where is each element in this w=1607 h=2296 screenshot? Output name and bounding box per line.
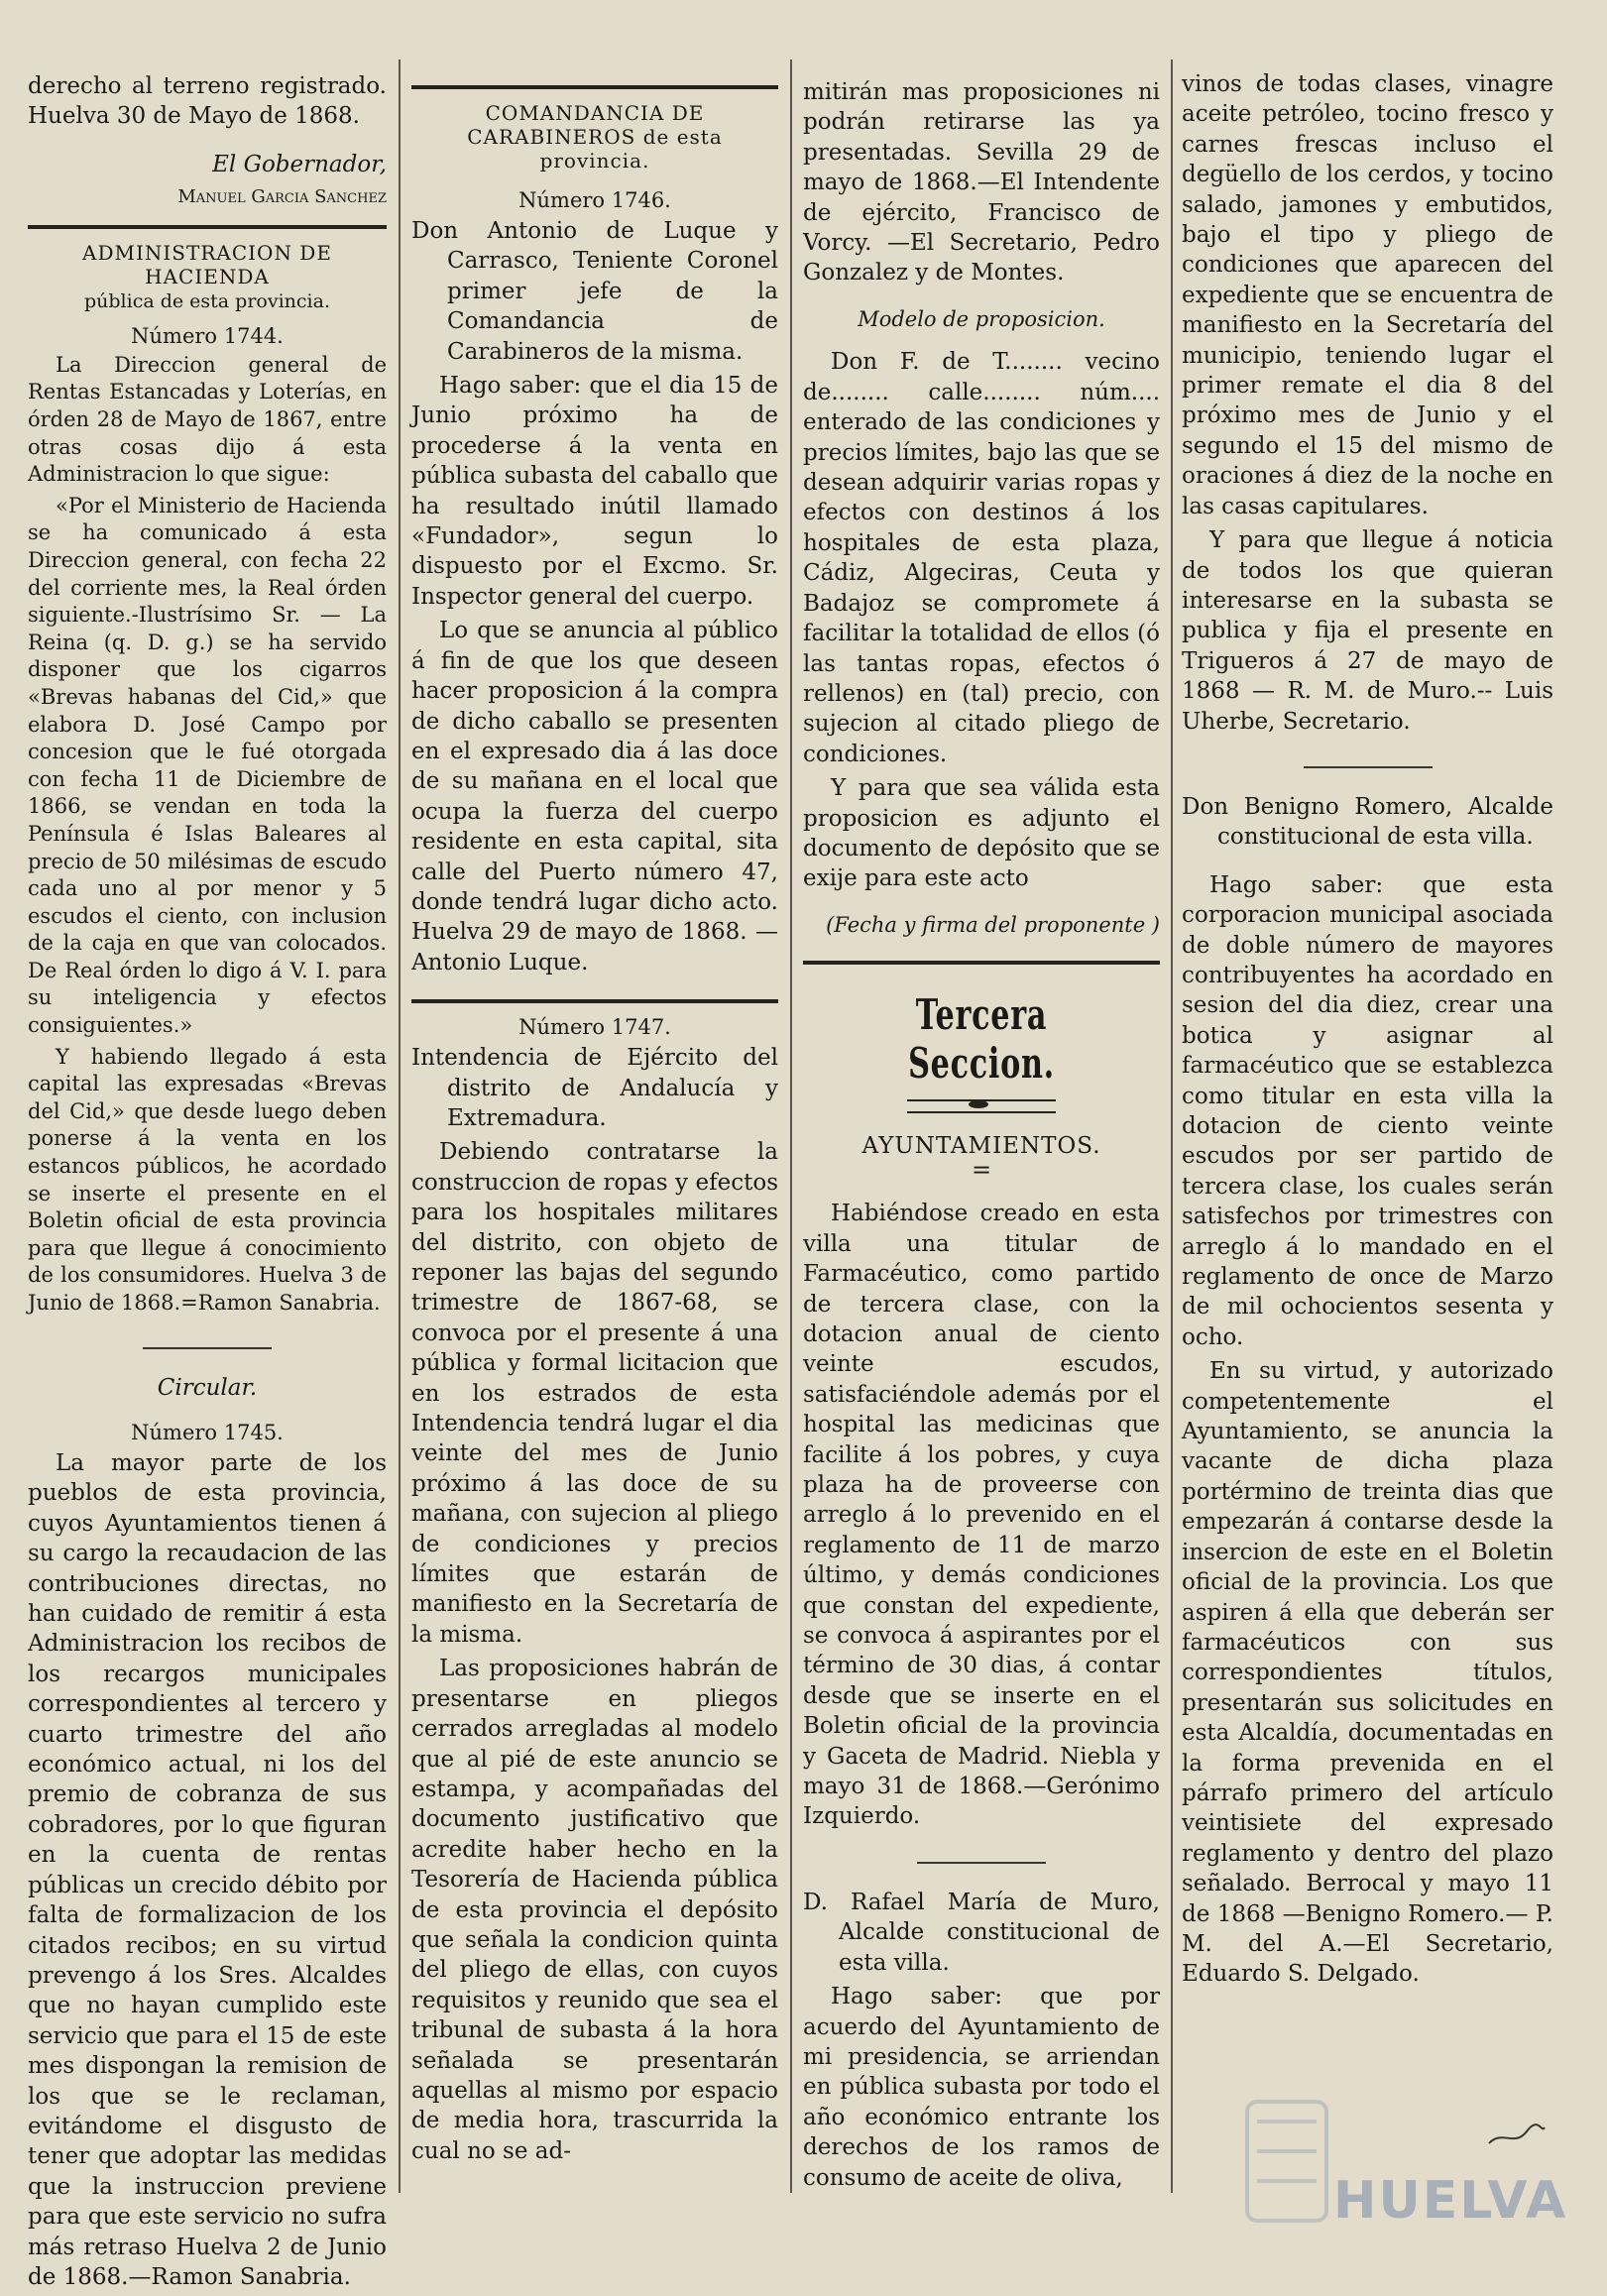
item-number: Número 1745. (131, 1421, 284, 1444)
paragraph: Y para que llegue á noticia de todos los que quieran interesarse en la subasta se publica y fija el presente en Trigueros á 27 de mayo de 1868 — R. M. de Muro.-- Luis Uherbe, Secretario. (1182, 527, 1553, 735)
column-divider (790, 59, 792, 2193)
paragraph: Debiendo contratarse la construccion de ropas y efectos para los hospitales militares del distrito, con objeto de reponer las bajas del segundo trimestre de 1867-68, se convoca por el presente á una pública y formal licitacion que en los estrados de esta Intendencia tendrá lugar el dia veinte del mes de Junio próximo á las doce de su mañana, con sujecion al pliego de condiciones y precios límites que estarán de manifiesto en la Secretaría de la misma. (411, 1139, 778, 1648)
paragraph: D. Rafael María de Muro, Alcalde constitucional de esta villa. (803, 1889, 1160, 1976)
section-rule (411, 999, 778, 1003)
item-number: Número 1747. (518, 1015, 671, 1040)
column-divider (1171, 59, 1173, 2193)
separator-rule (1304, 766, 1433, 768)
column-1 (28, 71, 387, 2296)
ink-flourish-icon (1487, 2122, 1547, 2151)
paragraph: Intendencia de Ejército del distrito de Andalucía y Extremadura. (411, 1045, 778, 1131)
separator-rule (917, 1862, 1046, 1864)
paragraph: Don F. de T........ vecino de........ calle........ núm.... enterado de las condiciones y precios límites, bajo las que se desean adquirir varias ropas y efectos con destinos á los hospitales de esta plaza, Cádiz, Algeciras, Ceuta y Badajoz se compromete á facilitar la totalidad de ellos (ó las tantas ropas, efectos ó rellenos) en (tal) precio, con sujecion al citado pliego de condiciones. (803, 349, 1160, 767)
paragraph: «Por el Ministerio de Hacienda se ha comunicado á esta Direccion general, con fecha 22 del corriente mes, la Real órden siguiente.-Ilustrísimo Sr. — La Reina (q. D. g.) se ha servido disponer que los cigarros «Brevas habanas del Cid,» que elabora D. José Campo por concesion que le fué otorgada con fecha 11 de Diciembre de 1866, se vendan en toda la Península é Islas Baleares al precio de 50 milésimas de escudo cada uno al por menor y 5 escudos el ciento, con inclusion de la caja en que van colocados. De Real órden lo digo á V. I. para su inteligencia y efectos consiguientes.» (28, 493, 387, 1038)
item-number: Número 1744. (131, 323, 284, 348)
separator-rule (143, 1347, 272, 1349)
circular-heading: Circular. (157, 1374, 258, 1401)
column-2 (411, 85, 778, 2170)
paragraph: Lo que se anuncia al público á fin de que los que deseen hacer proposicion á la compra de dicho caballo se presenten en el expresado dia á las doce de su mañana en el local que ocupa la fuerza del cuerpo residente en esta capital, sita calle del Puerto número 47, donde tendrá lugar dicho acto. Huelva 29 de mayo de 1868. — Antonio Luque. (411, 618, 778, 976)
paragraph: Habiéndose creado en esta villa una titular de Farmacéutico, como partido de tercera clase, con la dotacion anual de ciento veinte escudos, satisfaciéndole además por el hospital las medicinas que facilite á los pobres, y cuya plaza ha de proveerse con arreglo á lo prevenido en el reglamento de 11 de marzo último, y demás condiciones que constan del expediente, se convoca á aspirantes por el término de 30 dias, á contar desde que se inserte en el Boletin oficial de la provincia y Gaceta de Madrid. Niebla y mayo 31 de 1868.—Gerónimo Izquierdo. (803, 1201, 1160, 1830)
admin-heading: ADMINISTRACION DE HACIENDA (82, 240, 332, 288)
command-heading: COMANDANCIA DE CARABINEROS de esta provincia. (467, 101, 723, 172)
paragraph: La Direccion general de Rentas Estancadas y Loterías, en órden 28 de Mayo de 1867, entre otras cosas dijo á esta Administracion lo que sigue: (28, 352, 387, 487)
paragraph: Hago saber: que esta corporacion municipal asociada de doble número de mayores contribuyentes ha acordado en sesion del dia diez, crear una botica y asignar al farmacéutico que se establezca como titular en esta villa la dotacion de ciento veinte escudos por ser partido de tercera clase, los cuales serán satisfechos por trimestres con arreglo á lo mandado en el reglamento de once de Marzo de mil ochocientos sesenta y ocho. (1182, 871, 1553, 1350)
paragraph: mitirán mas proposiciones ni podrán retirarse las ya presentadas. Sevilla 29 de mayo de 1868.—El Intendente de ejército, Francisco de Vorcy. —El Secretario, Pedro Gonzalez y de Montes. (803, 79, 1160, 287)
admin-subheading: pública de esta provincia. (84, 289, 330, 312)
double-rule: = (971, 1156, 992, 1185)
column-4 (1182, 69, 1553, 1994)
paragraph: Y habiendo llegado á esta capital las expresadas «Brevas del Cid,» que desde luego deben ponerse á la venta en los estancos públicos, he acordado se inserte el presente en el Boletin oficial de esta provincia para que llegue á conocimiento de los consumidores. Huelva 3 de Junio de 1868.=Ramon Sanabria. (28, 1044, 387, 1315)
ornament-rule (907, 1099, 1056, 1113)
column-divider (399, 59, 401, 2193)
signature-note: (Fecha y firma del proponente ) (826, 912, 1160, 937)
paragraph: vinos de todas clases, vinagre aceite petróleo, tocino fresco y carnes frescas incluso el degüello de los cerdos, y tocino salado, jamones y embutidos, bajo el tipo y pliego de condiciones que aparecen del expediente que se encuentra de manifiesto en la Secretaría del municipio, teniendo lugar el primer remate el dia 8 del próximo mes de Junio y el segundo el 15 del mismo de oraciones á diez de la noche en las casas capitulares. (1182, 71, 1553, 519)
paragraph: Don Antonio de Luque y Carrasco, Teniente Coronel primer jefe de la Comandancia de Carabineros de la misma. (411, 218, 778, 365)
paragraph: Las proposiciones habrán de presentarse en pliegos cerrados arregladas al modelo que al pié de este anuncio se estampa, y acompañadas del documento justificativo que acredite haber hecho en la Tesorería de Hacienda pública de esta provincia el depósito que señala la condicion quinta del pliego de ellas, con cuyos requisitos y reunido que sea el tribunal de subasta á la hora señalada se presentarán aquellas al mismo por espacio de media hora, trascurrida la cual no se ad- (411, 1656, 778, 2164)
paragraph: Y para que sea válida esta proposicion es adjunto el documento de depósito que se exije para este acto (803, 775, 1160, 892)
paragraph: En su virtud, y autorizado competentemente el Ayuntamiento, se anuncia la vacante de dicha plaza portérmino de treinta dias que empezarán á contarse desde la insercion de este en el Boletin oficial de la provincia. Los que aspiren á ella que deberán ser farmacéuticos con sus correspondientes títulos, presentarán sus solicitudes en esta Alcaldía, documentadas en la forma prevenida en el párrafo primero del artículo veintisiete del expresado reglamento y dentro del plazo señalado. Berrocal y mayo 11 de 1868 —Benigno Romero.— P. M. del A.—El Secretario, Eduardo S. Delgado. (1182, 1358, 1553, 1988)
item-number: Número 1746. (518, 188, 671, 212)
section-rule (28, 225, 387, 229)
section-title: Tercera Seccion. (908, 990, 1055, 1089)
paragraph: Don Benigno Romero, Alcalde constitucional de esta villa. (1182, 793, 1553, 851)
paragraph: Hago saber: que el dia 15 de Junio próximo ha de procederse á la venta en pública subasta del caballo que ha resultado inútil llamado «Fundador», segun lo dispuesto por el Excmo. Sr. Inspector general del cuerpo. (411, 373, 778, 610)
section-rule (411, 85, 778, 89)
watermark-text: HUELVA (1333, 2171, 1568, 2231)
paragraph: Hago saber: que por acuerdo del Ayuntamiento de mi presidencia, se arriendan en pública subasta por todo el año económico entrante los derechos de los ramos de consumo de aceite de oliva, (803, 1984, 1160, 2191)
governor-signature: Manuel Garcia Sanchez (177, 186, 387, 208)
paragraph: La mayor parte de los pueblos de esta provincia, cuyos Ayuntamientos tienen á su cargo la recaudacion de las contribuciones directas, no han cuidado de remitir á esta Administracion los recibos de los recargos municipales correspondientes al tercero y cuarto trimestre del año económico actual, ni los del premio de cobranza de sus cobradores, por lo que figuran en la cuenta de rentas públicas un crecido débito por falta de formalizacion de los citados recibos; en su virtud prevengo á los Sres. Alcaldes que no hayan cumplido este servicio que para el 15 de este mes dispongan la remision de los que se le reclaman, evitándome el disgusto de tener que adoptar las medidas que la instruccion previene para que este servicio no sufra más retraso Huelva 2 de Junio de 1868.—Ramon Sanabria. (28, 1450, 387, 2290)
section-rule (803, 961, 1160, 965)
column-3 (803, 77, 1160, 2197)
paragraph: derecho al terreno registrado. Huelva 30 de Mayo de 1868. (28, 73, 387, 130)
model-heading: Modelo de proposicion. (858, 306, 1105, 331)
section-subtitle: AYUNTAMIENTOS. (861, 1133, 1101, 1160)
governor-title: El Gobernador, (212, 151, 387, 177)
